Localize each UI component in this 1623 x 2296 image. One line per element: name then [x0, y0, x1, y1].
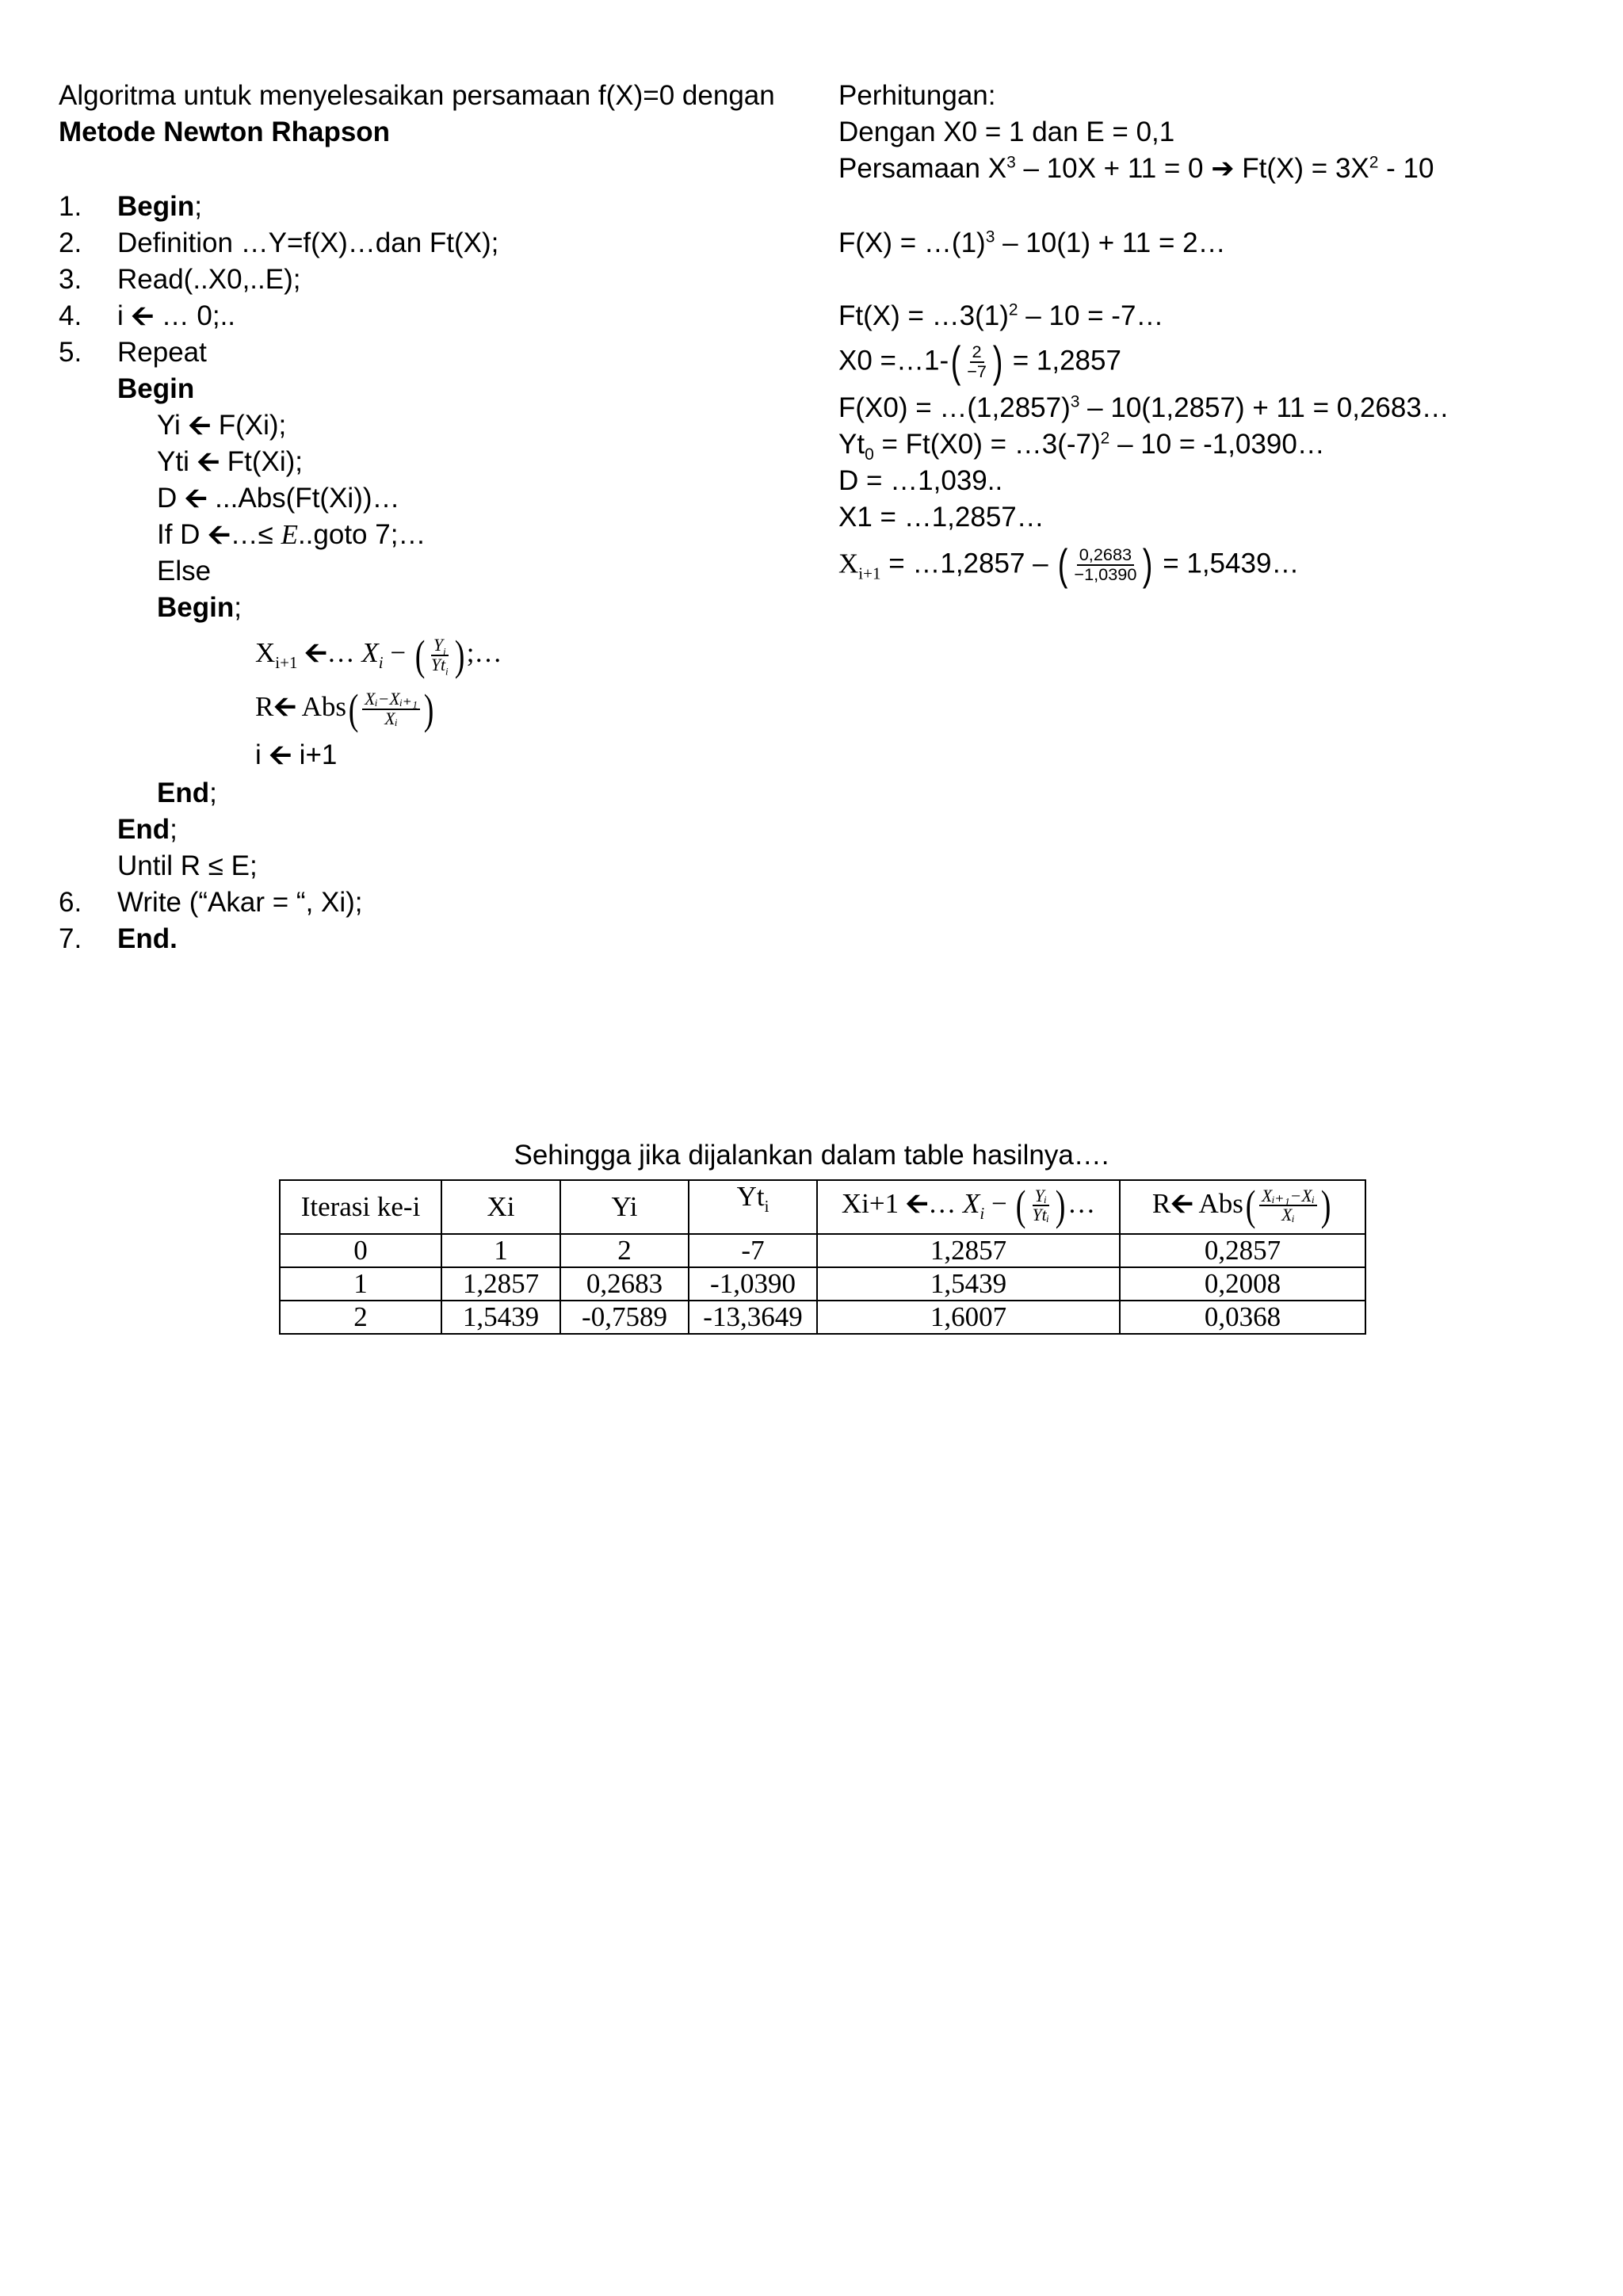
calc-heading: Perhitungan:	[838, 80, 996, 111]
step-text: Write (“Akar = “, Xi);	[117, 887, 363, 918]
cell-yti: -13,3649	[689, 1301, 817, 1334]
calc-fx0: $F(X0) = \dots(1,2857)^3 - 10(1,2857) + 11$ = 0,2683…	[838, 392, 1449, 423]
left-arrow-icon: 🡨	[273, 691, 296, 723]
calc-x0: X0 =…1- ( $\frac{2}{-7}$ ) = 1,2857	[838, 338, 1121, 386]
cell-yi: -0,7589	[560, 1301, 689, 1334]
step-3	[59, 262, 301, 298]
cell-iteration: 0	[280, 1234, 441, 1267]
header-yti: $Yt_i$	[689, 1180, 817, 1234]
assign-d: D 🡨 ...Abs(Ft(Xi))…	[157, 480, 400, 517]
algorithm-method: Metode Newton Rhapson	[59, 117, 391, 147]
calc-xi1: $X_{i+1}$ = …1,2857 – ( $\frac{0,2683}{-1,0390}$ ) = 1,5439…	[838, 541, 1300, 589]
keyword-begin: Begin	[157, 592, 235, 623]
table-row	[280, 1301, 1365, 1334]
calc-fx: $F(X) = \dots(1)^3 - 10(1) + 11$ = 2…	[838, 227, 1226, 258]
cell-xi: 1	[441, 1234, 560, 1267]
keyword-begin: Begin	[117, 191, 195, 222]
header-yi: Yi	[560, 1180, 689, 1234]
algorithm-title: Algoritma untuk menyelesaikan persamaan f(X)=0 dengan	[59, 80, 775, 111]
cell-xnext: 1,5439	[817, 1267, 1120, 1301]
step-number: 5.	[59, 337, 82, 368]
cell-yi: 2	[560, 1234, 689, 1267]
calc-x1: X1 = …1,2857…	[838, 502, 1044, 533]
end-outer: End;	[117, 814, 178, 845]
keyword-end: End	[117, 814, 170, 845]
step-number: 7.	[59, 923, 82, 954]
step-text: Repeat	[117, 337, 207, 368]
left-arrow-icon: 🡨	[185, 483, 208, 514]
cell-r: 0,0368	[1120, 1301, 1365, 1334]
left-arrow-icon: 🡨	[269, 739, 292, 770]
step-number: 4.	[59, 300, 82, 331]
step-number: 3.	[59, 264, 82, 295]
cell-yi: 0,2683	[560, 1267, 689, 1301]
keyword-end: End	[157, 777, 210, 808]
begin-inner: Begin;	[157, 592, 242, 623]
header-r: R🡨 Abs ( $\frac{\text{Xᵢ₊₁−Xᵢ}}{\text{Xᵢ}}$ )	[1120, 1180, 1365, 1234]
end-inner: End;	[157, 777, 217, 808]
step-text: Definition …Y=f(X)…dan Ft(X);	[117, 227, 499, 258]
cell-yti: -7	[689, 1234, 817, 1267]
if-condition: If D 🡨…≤ E..goto 7;…	[157, 517, 426, 553]
assign-yi: Yi 🡨 F(Xi);	[157, 407, 286, 444]
cell-xi: 1,2857	[441, 1267, 560, 1301]
assign-i: i 🡨 i+1	[255, 737, 337, 774]
step-number: 1.	[59, 191, 82, 222]
step-text: Read(..X0,..E);	[117, 264, 301, 295]
keyword-end: End.	[117, 923, 178, 954]
table-header-row	[280, 1180, 1365, 1234]
calc-ftx: $Ft(X) = \dots 3(1)^2 - 10$ = -7…	[838, 300, 1164, 331]
left-arrow-icon: 🡨	[1170, 1187, 1193, 1219]
iteration-table	[279, 1179, 1366, 1335]
step-number: 6.	[59, 887, 82, 918]
cell-iteration: 1	[280, 1267, 441, 1301]
step-4: 4. i 🡨 … 0;..	[59, 298, 82, 334]
header-iteration: Iterasi ke-i	[280, 1180, 441, 1234]
keyword-else: Else	[157, 556, 212, 586]
right-arrow-icon: ➔	[1211, 153, 1235, 184]
until-condition: Until R ≤ E;	[117, 850, 258, 881]
cell-r: 0,2008	[1120, 1267, 1365, 1301]
cell-xnext: 1,6007	[817, 1301, 1120, 1334]
cell-yti: -1,0390	[689, 1267, 817, 1301]
assign-yti: Yti 🡨 Ft(Xi);	[157, 444, 303, 480]
cell-r: 0,2857	[1120, 1234, 1365, 1267]
left-arrow-icon: 🡨	[905, 1187, 929, 1219]
step-6	[59, 884, 363, 921]
step-1: 1. Begin;	[59, 191, 202, 222]
formula-xi1: $X_{i+1}$ 🡨… $X_i$ − ( $\frac{Y_i}{Yt_i}$ ) ;…	[255, 632, 502, 679]
calc-equation: Persamaan $X^3 - 10X + 11 = 0$ ➔ $Ft(X) = 3X^2 - 10$	[838, 151, 1434, 187]
header-xnext: Xi+1 🡨… $X_i$ − ( $\frac{\text{Yᵢ}}{\text{Ytᵢ}}$ ) …	[817, 1180, 1120, 1234]
calc-d: D = …1,039..	[838, 465, 1003, 496]
table-row	[280, 1267, 1365, 1301]
cell-xnext: 1,2857	[817, 1234, 1120, 1267]
left-arrow-icon: 🡨	[131, 300, 154, 331]
calc-yt0: $Yt_0 = Ft(X0)$ = $\dots 3(-7)^2 - 10$ = -1,0390…	[838, 429, 1325, 464]
table-row	[280, 1234, 1365, 1267]
header-xi: Xi	[441, 1180, 560, 1234]
step-number: 2.	[59, 227, 82, 258]
formula-r: R🡨 Abs ( $\frac{\text{Xᵢ−Xᵢ₊₁}}{\text{Xᵢ}}$ )	[255, 686, 434, 733]
left-arrow-icon: 🡨	[208, 519, 231, 550]
cell-iteration: 2	[280, 1301, 441, 1334]
left-arrow-icon: 🡨	[197, 446, 220, 477]
left-arrow-icon: 🡨	[304, 637, 327, 669]
keyword-begin: Begin	[117, 373, 195, 404]
step-7	[59, 921, 178, 957]
left-arrow-icon: 🡨	[188, 410, 211, 441]
step-2	[59, 225, 499, 262]
step-5	[59, 334, 207, 371]
calc-given: Dengan X0 = 1 dan E = 0,1	[838, 117, 1175, 147]
cell-xi: 1,5439	[441, 1301, 560, 1334]
table-caption: Sehingga jika dijalankan dalam table hasilnya….	[514, 1140, 1109, 1171]
